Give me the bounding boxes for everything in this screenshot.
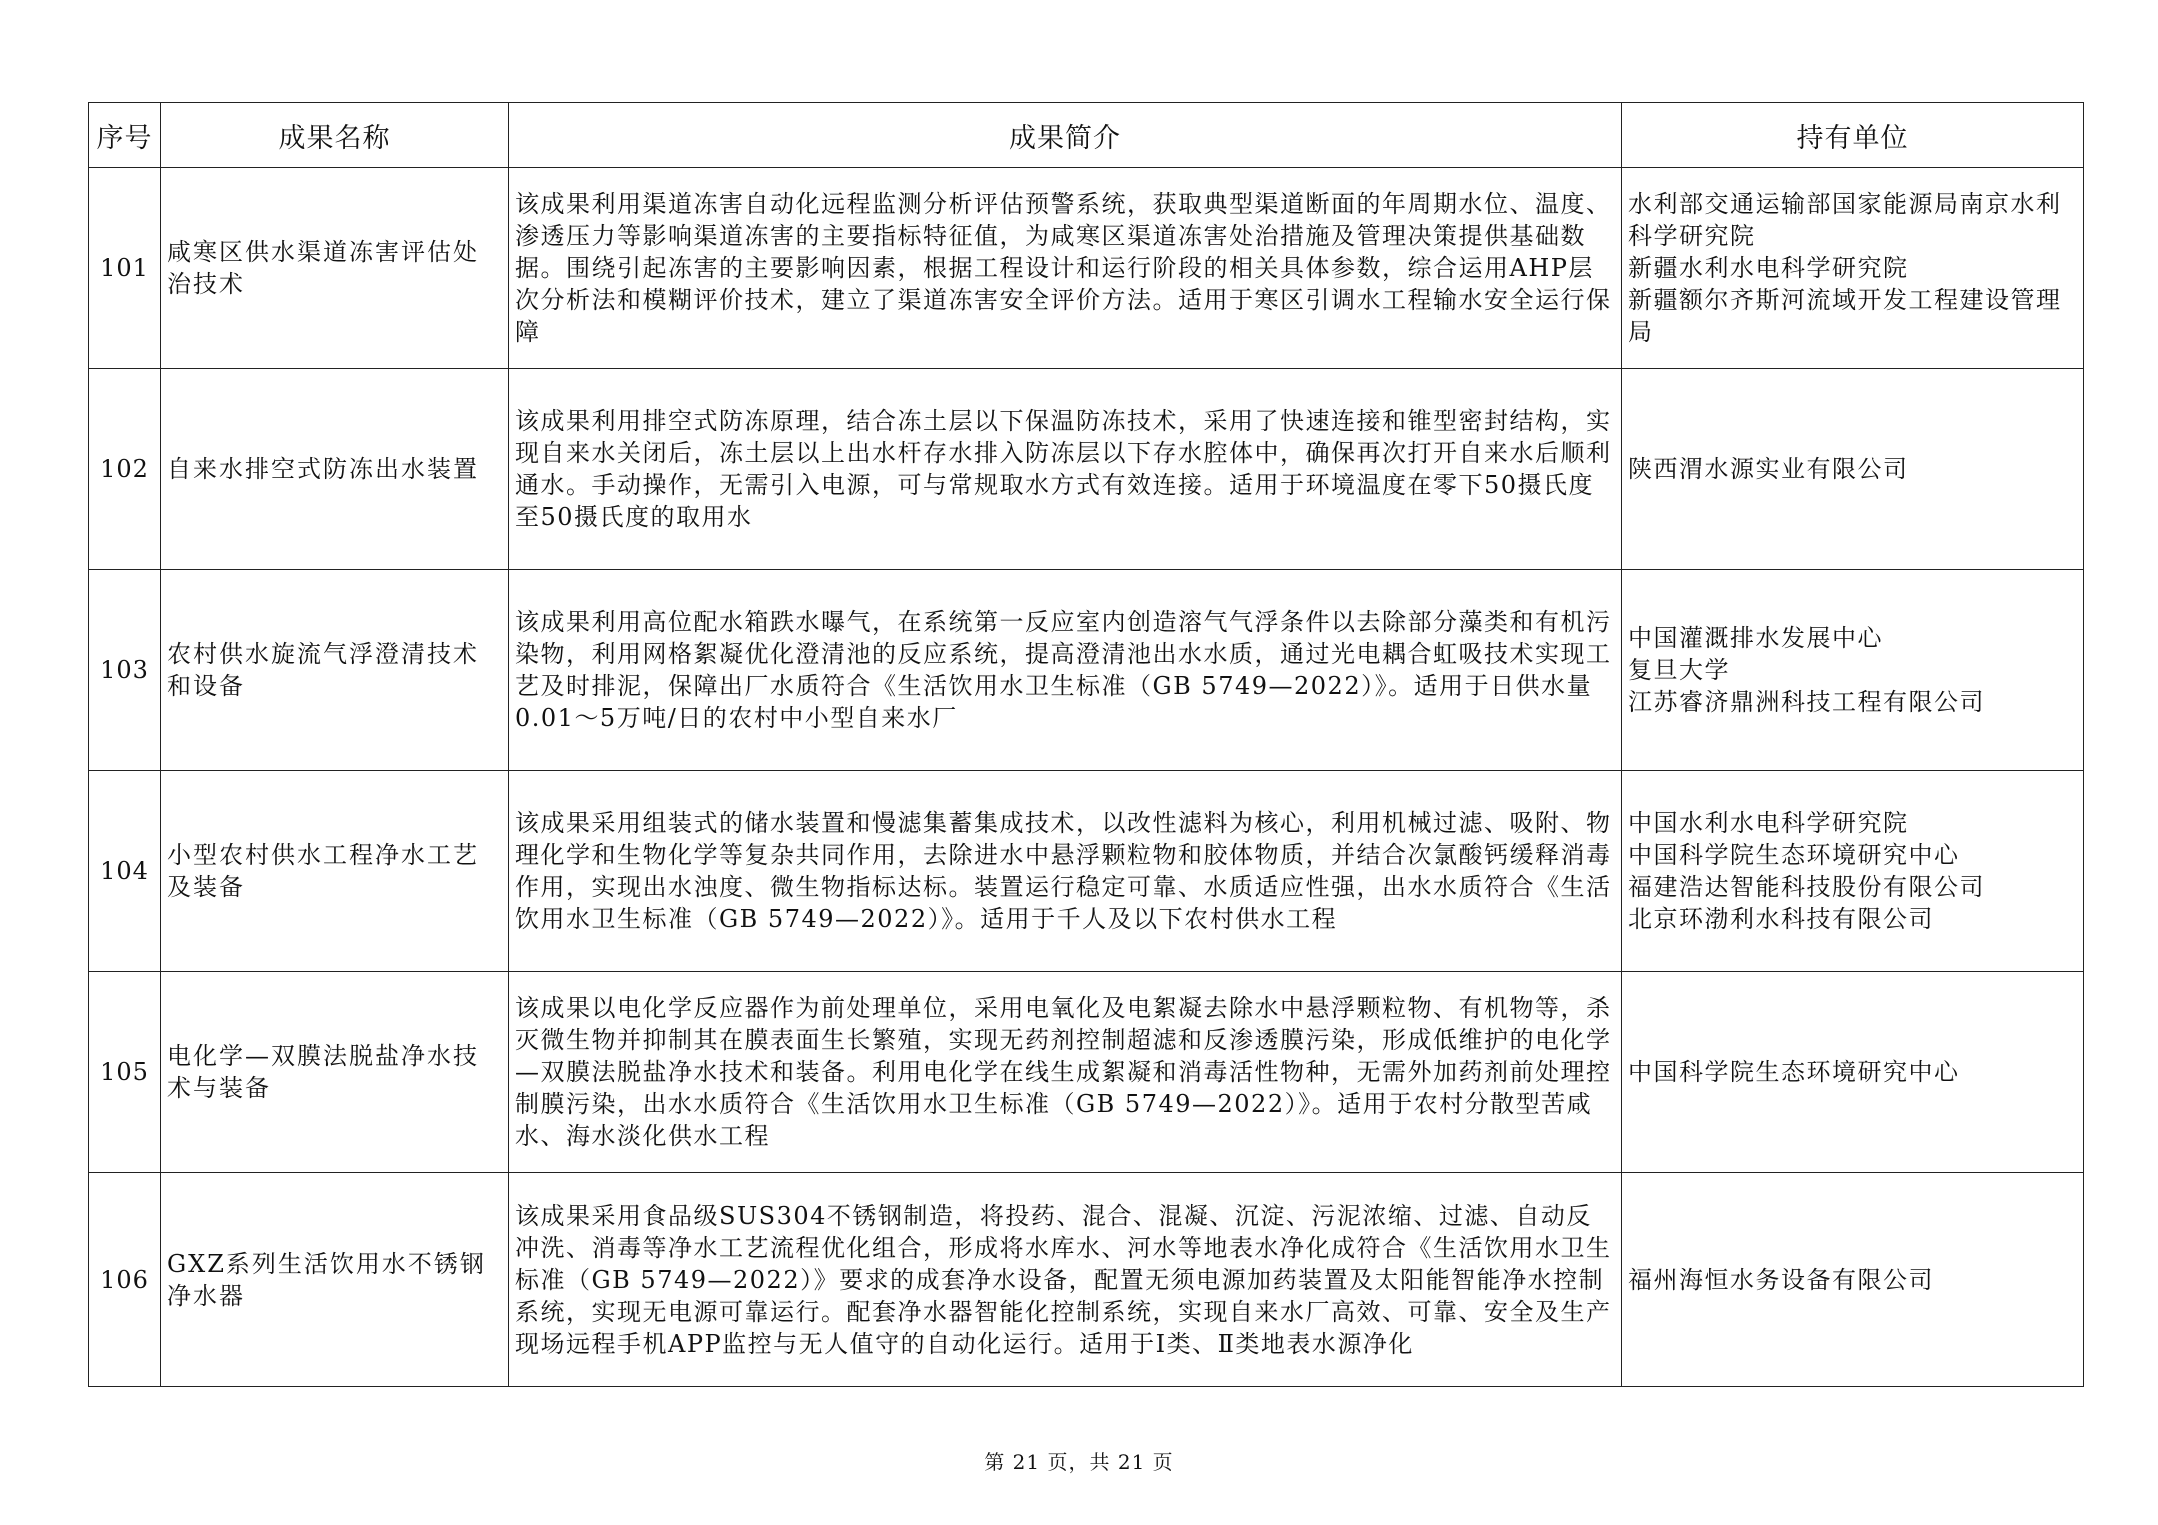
row-holding-units (1622, 1173, 2084, 1387)
table-row (89, 168, 2084, 369)
table-row (89, 570, 2084, 771)
holding-unit: 中国灌溉排水发展中心 (1628, 624, 1883, 652)
row-achievement-summary: 该成果利用渠道冻害自动化远程监测分析评估预警系统，获取典型渠道断面的年周期水位、温度、渗透压力等影响渠道冻害的主要指标特征值，为咸寒区渠道冻害处治措施及管理决策提供基础数据。围绕引起冻害的主要影响因素，根据工程设计和运行阶段的相关具体参数，综合运用AHP层次分析法和模糊评价技术，建立了渠道冻害安全评价方法。适用于寒区引调水工程输水安全运行保障 (509, 168, 1622, 369)
header-achievement-summary: 成果简介 (509, 103, 1622, 168)
table-row (89, 972, 2084, 1173)
row-serial-number: 106 (89, 1173, 161, 1387)
row-achievement-summary: 该成果采用组装式的储水装置和慢滤集蓄集成技术，以改性滤料为核心，利用机械过滤、吸附、物理化学和生物化学等复杂共同作用，去除进水中悬浮颗粒物和胶体物质，并结合次氯酸钙缓释消毒作用，实现出水浊度、微生物指标达标。装置运行稳定可靠、水质适应性强，出水水质符合《生活饮用水卫生标准（GB 5749—2022）》。适用于千人及以下农村供水工程 (509, 771, 1622, 972)
row-achievement-name: 小型农村供水工程净水工艺及装备 (161, 771, 509, 972)
row-serial-number: 105 (89, 972, 161, 1173)
row-achievement-summary: 该成果采用食品级SUS304不锈钢制造，将投药、混合、混凝、沉淀、污泥浓缩、过滤、自动反冲洗、消毒等净水工艺流程优化组合，形成将水库水、河水等地表水净化成符合《生活饮用水卫生标准（GB 5749—2022）》要求的成套净水设备，配置无须电源加药装置及太阳能智能净水控制系统，实现无电源可靠运行。配套净水器智能化控制系统，实现自来水厂高效、可靠、安全及生产现场远程手机APP监控与无人值守的自动化运行。适用于Ⅰ类、Ⅱ类地表水源净化 (509, 1173, 1622, 1387)
holding-unit: 福州海恒水务设备有限公司 (1628, 1265, 1934, 1294)
achievements-table (88, 102, 2084, 1387)
row-holding-units (1622, 168, 2084, 369)
holding-unit: 中国水利水电科学研究院 (1628, 809, 1909, 837)
row-achievement-summary: 该成果利用高位配水箱跌水曝气，在系统第一反应室内创造溶气气浮条件以去除部分藻类和有机污染物，利用网格絮凝优化澄清池的反应系统，提高澄清池出水水质，通过光电耦合虹吸技术实现工艺及时排泥，保障出厂水质符合《生活饮用水卫生标准（GB 5749—2022）》。适用于日供水量0.01～5万吨/日的农村中小型自来水厂 (509, 570, 1622, 771)
page-number-footer: 第 21 页，共 21 页 (984, 1450, 1174, 1474)
row-achievement-name: 农村供水旋流气浮澄清技术和设备 (161, 570, 509, 771)
row-holding-units (1622, 771, 2084, 972)
row-achievement-summary: 该成果利用排空式防冻原理，结合冻土层以下保温防冻技术，采用了快速连接和锥型密封结构，实现自来水关闭后，冻土层以上出水杆存水排入防冻层以下存水腔体中，确保再次打开自来水后顺利通水。手动操作，无需引入电源，可与常规取水方式有效连接。适用于环境温度在零下50摄氏度至50摄氏度的取用水 (509, 369, 1622, 570)
holding-unit: 福建浩达智能科技股份有限公司 (1628, 873, 1985, 901)
header-achievement-name: 成果名称 (161, 103, 509, 168)
holding-unit: 复旦大学 (1628, 656, 1730, 684)
holding-unit: 北京环渤利水科技有限公司 (1628, 905, 1934, 933)
holding-unit: 水利部交通运输部国家能源局南京水利科学研究院 (1628, 190, 2062, 250)
holding-unit: 新疆水利水电科学研究院 (1628, 254, 1909, 282)
row-achievement-summary: 该成果以电化学反应器作为前处理单位，采用电氧化及电絮凝去除水中悬浮颗粒物、有机物等，杀灭微生物并抑制其在膜表面生长繁殖，实现无药剂控制超滤和反渗透膜污染，形成低维护的电化学—双膜法脱盐净水技术和装备。利用电化学在线生成絮凝和消毒活性物种，无需外加药剂前处理控制膜污染，出水水质符合《生活饮用水卫生标准（GB 5749—2022）》。适用于农村分散型苦咸水、海水淡化供水工程 (509, 972, 1622, 1173)
row-achievement-name: 咸寒区供水渠道冻害评估处治技术 (161, 168, 509, 369)
holding-unit: 江苏睿济鼎洲科技工程有限公司 (1628, 688, 1985, 716)
row-serial-number: 101 (89, 168, 161, 369)
table-header-row (89, 103, 2084, 168)
row-serial-number: 102 (89, 369, 161, 570)
holding-unit: 陕西渭水源实业有限公司 (1628, 455, 1909, 483)
header-holding-unit: 持有单位 (1622, 103, 2084, 168)
holding-unit: 新疆额尔齐斯河流域开发工程建设管理局 (1628, 286, 2062, 346)
row-achievement-name: 电化学—双膜法脱盐净水技术与装备 (161, 972, 509, 1173)
header-serial-number: 序号 (89, 103, 161, 168)
row-achievement-name: GXZ系列生活饮用水不锈钢净水器 (161, 1173, 509, 1387)
row-holding-units (1622, 972, 2084, 1173)
row-holding-units (1622, 570, 2084, 771)
table-row (89, 1173, 2084, 1387)
row-achievement-name: 自来水排空式防冻出水装置 (161, 369, 509, 570)
row-serial-number: 103 (89, 570, 161, 771)
holding-unit: 中国科学院生态环境研究中心 (1628, 1058, 1960, 1086)
holding-unit: 中国科学院生态环境研究中心 (1628, 841, 1960, 869)
table-row (89, 771, 2084, 972)
row-holding-units (1622, 369, 2084, 570)
table-row (89, 369, 2084, 570)
row-serial-number: 104 (89, 771, 161, 972)
